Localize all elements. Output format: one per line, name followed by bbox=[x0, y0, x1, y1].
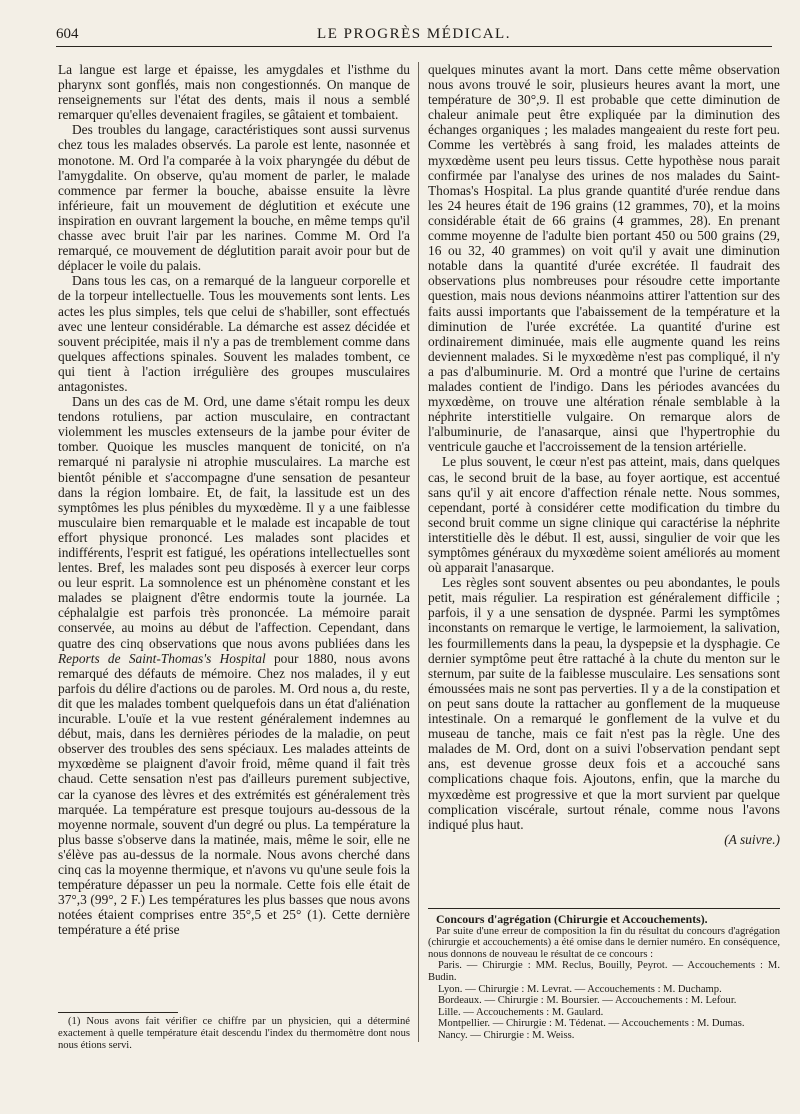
right-paragraph: quelques minutes avant la mort. Dans cette même observation nous avons trouvé le soir, plusieurs heures avant la mort, une température de 30°,9. Il est probable que cette diminution de chaleur animale peut être expliquée par la diminution des échanges organiques ; les malades mangeaient du reste fort peu. Comme les vertèbrés à sang froid, les malades atteints de myxœdème usent peu leurs tissus. Cette hypothèse nous parait confirmée par l'analyse des urines de nos malades du Saint-Thomas's Hospital. La plus grande quantité d'urée rendue dans les 24 heures était de 196 grains (12 grammes, 70), et la moins considérable était de 66 grains (4 grammes, 28). En prenant comme moyenne de l'adulte bien portant 450 ou 500 grains (29, 16 ou 32, 40 grammes) on voit qu'il y avait une diminution notable dans la quantité d'urée excrétée. Il faudrait des observations plus nombreuses pour résoudre cette importante question, mais nous devions néanmoins attirer l'attention sur des faits aussi importants que l'abaissement de la température et la diminution de l'urée excrétée. La quantité d'urine est ordinairement diminuée, mais elle augmente quand les reins deviennent malades. Si le myxœdème n'est pas compliqué, il n'y a pas d'albuminurie. M. Ord a montré que l'urine de certains malades contient de l'indigo. Dans les périodes avancées du myxœdème, on trouve une altération rénale semblable à la néphrite interstitielle vulgaire. On remarque alors de l'albuminurie, de l'anasarque, ainsi que l'hypertrophie du ventricule gauche et l'accroissement de la tension artérielle. bbox=[428, 62, 780, 455]
left-paragraph: Des troubles du langage, caractéristiques sont aussi survenus chez tous les malades observés. La parole est lente, nasonnée et monotone. M. Ord l'a comparée à la voix pharyngée du début de l'amygdalite. On observe, qu'au moment de parler, le malade commence par fermer la bouche, abaisse ensuite la lèvre inférieure, fait un mouvement de déglutition et exécute une inspiration en ouvrant largement la bouche, en même temps qu'il chasse avec bruit l'air par les narines. Comme M. Ord l'a remarqué, ce mouvement de déglutition parait avoir pour but de déplacer le voile du palais. bbox=[58, 122, 410, 274]
left-paragraph: Dans tous les cas, on a remarqué de la langueur corporelle et de la torpeur intellectuelle. Tous les mouvements sont lents. Les actes les plus simples, tels que celui de s'habiller, sont effectués avec une lenteur considérable. La démarche est assez décidée et souvent précipitée, mais il n'y a pas de tremblement comme dans quelques affections spinales. Souvent les malades tombent, ce qui tient à l'action irrégulière des groupes musculaires antagonistes. bbox=[58, 273, 410, 394]
paragraph-text: pour 1880, nous avons remarqué des défauts de mémoire. Chez nos malades, il y eut parfois du délire d'actions ou de paroles. M. Ord nous a, du reste, dit que les malades tombent quelquefois dans un état d'aliénation incurable. L'ouïe et la vue restent généralement indemnes au début, mais, dans les dernières périodes de la maladie, on peut observer des troubles des sens spéciaux. Les malades atteints de myxœdème se plaignent d'avoir froid, même quand il fait très chaud. Cette sensation n'est pas d'ailleurs purement subjective, car la cyanose des lèvres et des extrémités est généralement très marquée. La température est presque toujours au-dessous de la moyenne normale, souvent d'un degré ou plus. La température la plus basse s'observe dans la matinée, mais, même le soir, elle ne s'élève pas au-dessus de la normale. Nous avons cherché dans cinq cas la moyenne thermique, et n'avons vu qu'une seule fois la température dépasser un peu la normale. Cette fois elle était de 37°,3 (99°, 2 F.) Les températures les plus basses que nous avons notées étaient comprises entre 35°,5 et 25° (1). Cette dernière température a été prise bbox=[58, 650, 410, 938]
left-paragraph bbox=[58, 394, 410, 937]
concours-entry: Paris. — Chirurgie : MM. Reclus, Bouilly, Peyrot. — Accouchements : M. Budin. bbox=[428, 960, 780, 983]
page-header bbox=[56, 24, 772, 47]
a-suivre: (A suivre.) bbox=[724, 831, 780, 847]
right-column bbox=[428, 62, 780, 847]
left-paragraph: La langue est large et épaisse, les amygdales et l'isthme du pharynx sont gonflés, mais non congestionnés. On manque de renseignements sur l'état des dents, mais il nous a semblé remarquer qu'elles devenaient fragiles, se gâtaient et tombaient. bbox=[58, 62, 410, 123]
column-rule bbox=[418, 62, 419, 1042]
concours-notice bbox=[428, 914, 780, 1042]
running-title: LE PROGRÈS MÉDICAL. bbox=[317, 26, 511, 42]
concours-entry: Montpellier. — Chirurgie : M. Tédenat. — Accouchements : M. Dumas. bbox=[438, 1018, 745, 1030]
concours-intro: Par suite d'une erreur de composition la fin du résultat du concours d'agrégation (chirurgie et accouchements) a été omise dans le dernier numéro. En conséquence, nous donnons de nouveau le résultat de ce concours : bbox=[428, 925, 780, 960]
paragraph-text: Dans un des cas de M. Ord, une dame s'était rompu les deux tendons rotuliens, par action musculaire, en contractant violemment les muscles extenseurs de la jambe pour éviter de tomber. Quoique les muscles manquent de tonicité, on n'a remarqué ni paralysie ni atrophie musculaires. La marche est bientôt pénible et s'accompagne d'une sensation de pesanteur dans la région lombaire. Et, de fait, la lassitude est un des symptômes les plus pénibles du myxœdème. Il y a une faiblesse musculaire bien remarquable et le malade est incapable de tout effort physique prononcé. Les malades sont placides et indifférents, l'esprit est fatigué, les opérations intellectuelles sont lentes. Bref, les malades sont peu disposés à exercer leur corps ou leur esprit. La somnolence est un phénomène constant et les malades se plaignent d'être endormis toute la journée. La céphalalgie est parfois très prononcée. La mémoire parait conservée, au moins au début de l'affection. Cependant, dans quatre des cinq observations que nous avons publiées dans les bbox=[58, 394, 410, 651]
journal-title: Reports de Saint-Thomas's Hospital bbox=[58, 650, 266, 666]
footnote-rule bbox=[58, 1012, 178, 1013]
footnote-text: (1) Nous avons fait vérifier ce chiffre par un physicien, qui a déterminé exactement à quelle température était descendu l'index du thermomètre dont nous nous étions servi. bbox=[58, 1016, 410, 1051]
concours-entry: Lyon. — Chirurgie : M. Levrat. — Accouchements : M. Duchamp. bbox=[438, 983, 722, 995]
concours-entry: Nancy. — Chirurgie : M. Weiss. bbox=[438, 1029, 575, 1041]
concours-entry: Bordeaux. — Chirurgie : M. Boursier. — Accouchements : M. Lefour. bbox=[438, 995, 737, 1007]
footnote bbox=[58, 1016, 410, 1052]
concours-entry: Lille. — Accouchements : M. Gaulard. bbox=[438, 1006, 604, 1018]
left-column bbox=[58, 62, 410, 937]
right-paragraph: Les règles sont souvent absentes ou peu abondantes, le pouls petit, mais régulier. La respiration est généralement difficile ; parfois, il y a une sensation de dyspnée. Parmi les symptômes inconstants on remarque le vertige, le larmoiement, la salivation, les fourmillements dans la peau, la dyspepsie et la dysphagie. Ce dernier symptôme peut être rattaché à la chute du menton sur le sternum, par suite de la faiblesse musculaire. Les sensations sont émoussées mais ne sont pas perverties. Il y a de la constipation et on peut sans doute la rattacher au gonflement de la muqueuse intestinale. On a remarqué le gonflement de la vulve et du museau de tanche, mais ce fait n'est pas la règle. Une des malades de M. Ord, dont on a suivi l'observation pendant sept ans, est devenue grosse deux fois et a accouché sans complications chaque fois. Ajoutons, enfin, que la marche du myxœdème est progressive et que la mort survient par quelque complication viscérale, surtout rénale, comme nous l'avons indiqué plus haut. bbox=[428, 575, 780, 832]
right-paragraph: Le plus souvent, le cœur n'est pas atteint, mais, dans quelques cas, le second bruit de la base, au foyer aortique, est accentué sans qu'il y ait encore d'affection rénale nette. Nous sommes, cependant, porté à considérer cette modification du timbre du second bruit comme un signe clinique qui caractérise la néphrite interstitielle dès le début. Il est, aussi, singulier de voir que les symptômes généraux du myxœdème soient améliorés au moment où apparait l'anasarque. bbox=[428, 454, 780, 576]
article-end-rule bbox=[428, 908, 780, 909]
concours-title: Concours d'agrégation (Chirurgie et Accouchements). bbox=[436, 912, 708, 926]
page-number: 604 bbox=[56, 26, 79, 42]
